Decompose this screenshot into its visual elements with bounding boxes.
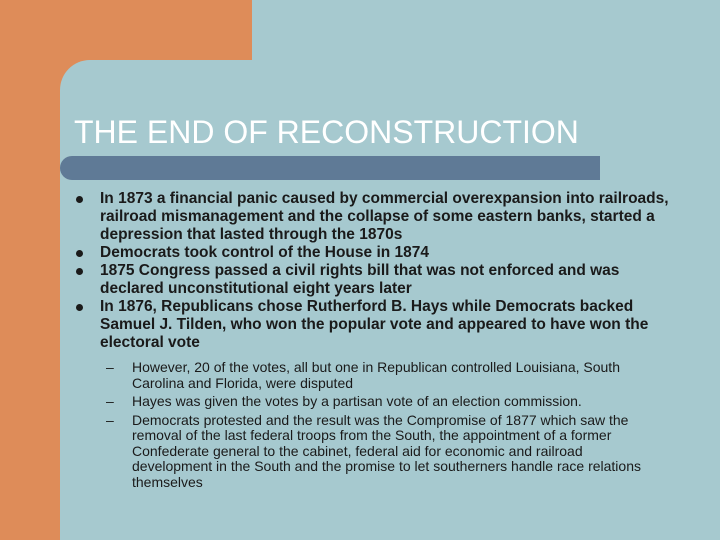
sub-bullet-item [100, 413, 645, 491]
bullet-text: In 1876, Republicans chose Rutherford B. Hays while Democrats backed Samuel J. Tilden, who won the popular vote and appeared to have won the electoral vote [100, 298, 649, 351]
sub-bullet-item [100, 360, 645, 391]
sub-bullet-item [100, 394, 645, 410]
bullet-dot-icon [76, 196, 83, 203]
bullet-item [72, 298, 672, 490]
bullet-item [72, 244, 672, 262]
bullet-text: Democrats took control of the House in 1874 [100, 244, 430, 261]
bullet-item [72, 190, 672, 244]
sub-bullet-list [100, 360, 645, 490]
dash-icon: – [106, 359, 114, 375]
slide-title: THE END OF RECONSTRUCTION [74, 114, 579, 150]
title-underline-bar [60, 156, 600, 180]
bullet-dot-icon [76, 304, 83, 311]
sub-bullet-text: Democrats protested and the result was the Compromise of 1877 which saw the removal of the last federal troops from the South, the appointment of a former Confederate general to the cabinet, federal aid for economic and railroad development in the South and the promise to let southerners handle race relations themselves [132, 411, 641, 490]
sub-bullet-text: However, 20 of the votes, all but one in Republican controlled Louisiana, South Carolina and Florida, were disputed [132, 359, 620, 391]
bullet-text: In 1873 a financial panic caused by commercial overexpansion into railroads, railroad mismanagement and the collapse of some eastern banks, started a depression that lasted through the 1870s [100, 190, 669, 243]
dash-icon: – [106, 393, 114, 409]
bullet-text: 1875 Congress passed a civil rights bill that was not enforced and was declared unconstitutional eight years later [100, 262, 620, 297]
bullet-dot-icon [76, 250, 83, 257]
bullet-item [72, 262, 672, 298]
sub-bullet-text: Hayes was given the votes by a partisan vote of an election commission. [132, 393, 582, 409]
bullet-list [72, 190, 672, 493]
dash-icon: – [106, 411, 114, 428]
bullet-dot-icon [76, 268, 83, 275]
